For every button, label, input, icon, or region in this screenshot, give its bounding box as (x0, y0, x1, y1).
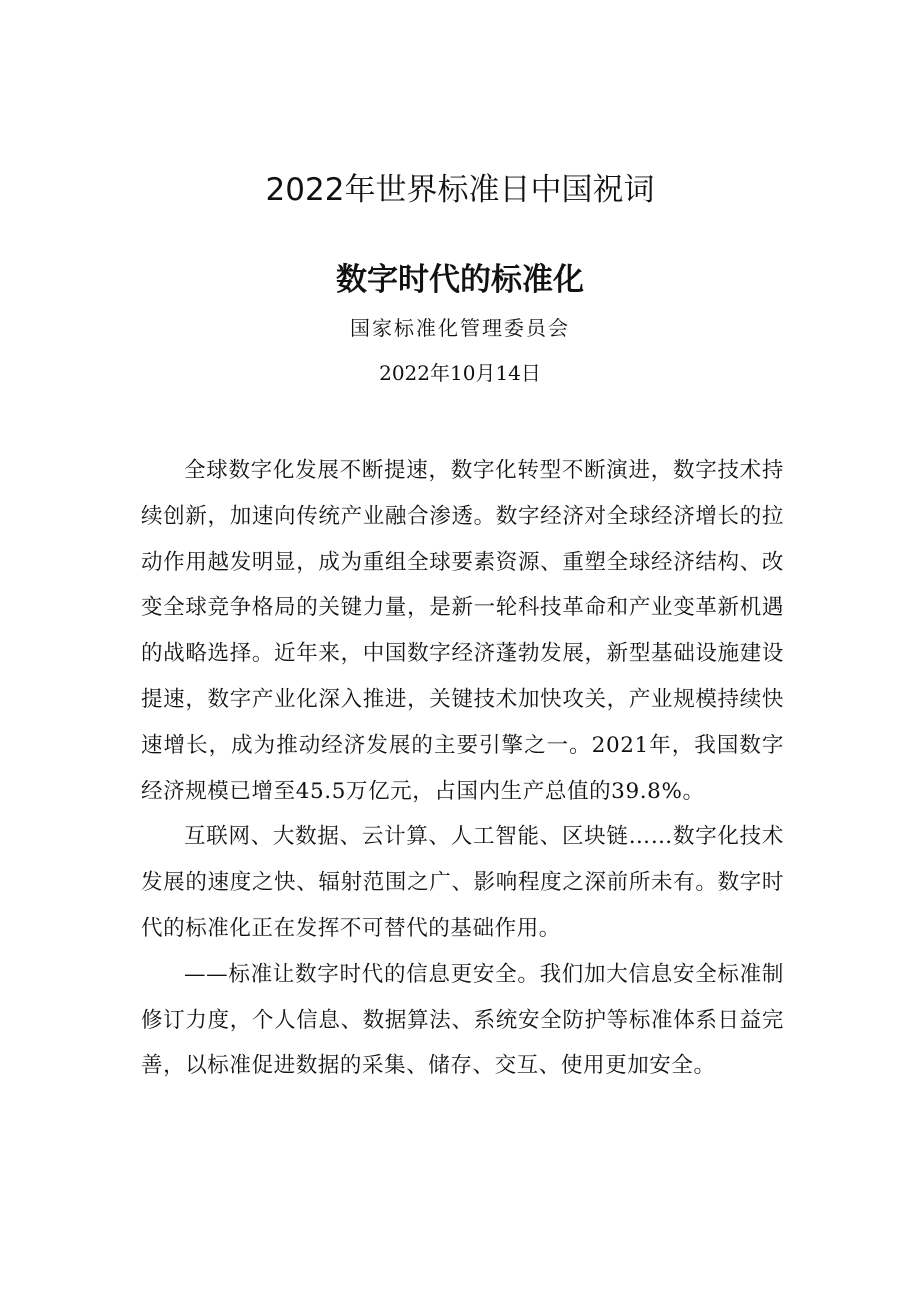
paragraph: ——标准让数字时代的信息更安全。我们加大信息安全标准制修订力度，个人信息、数据算法、系统安全防护等标准体系日益完善，以标准促进数据的采集、储存、交互、使用更加安全。 (141, 961, 784, 1079)
paragraph: 互联网、大数据、云计算、人工智能、区块链……数字化技术发展的速度之快、辐射范围之广、影响程度之深前所未有。数字时代的标准化正在发挥不可替代的基础作用。 (141, 824, 784, 941)
document-author: 国家标准化管理委员会 (350, 316, 570, 340)
paragraph: 全球数字化发展不断提速，数字化转型不断演进，数字技术持续创新，加速向传统产业融合渗透。数字经济对全球经济增长的拉动作用越发明显，成为重组全球要素资源、重塑全球经济结构、改变全球竞争格局的关键力量，是新一轮科技革命和产业变革新机遇的战略选择。近年来，中国数字经济蓬勃发展，新型基础设施建设提速，数字产业化深入推进，关键技术加快攻关，产业规模持续快速增长，成为推动经济发展的主要引擎之一。2021年，我国数字经济规模已增至45.5万亿元，占国内生产总值的39.8%。 (141, 458, 784, 804)
document-title: 2022年世界标准日中国祝词 (265, 172, 655, 208)
document-subtitle: 数字时代的标准化 (336, 262, 584, 298)
document-date: 2022年10月14日 (379, 361, 541, 385)
document-body (141, 448, 784, 1089)
